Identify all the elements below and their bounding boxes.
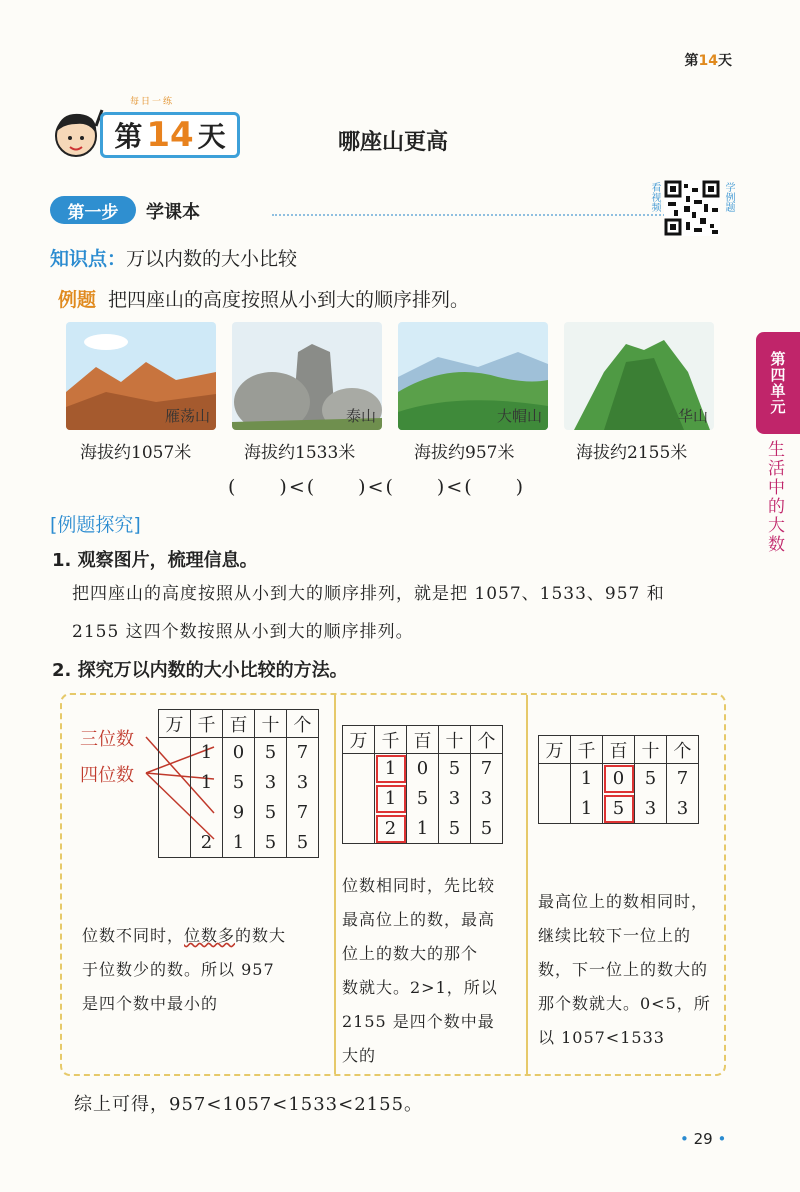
place-value-table-1 (158, 709, 319, 858)
cell: 3 (255, 768, 287, 798)
cell: 3 (439, 784, 471, 814)
cell: 5 (407, 784, 439, 814)
knowledge-point: 知识点：万以内数的大小比较 (50, 248, 298, 270)
qr-caption-left: 看视频 (649, 182, 660, 212)
step2-title: 2. 探究万以内数的大小比较的方法。 (52, 660, 348, 681)
cell (159, 828, 191, 858)
cell: 5 (287, 828, 319, 858)
cell: 5 (471, 814, 503, 844)
cell: 3 (667, 794, 699, 824)
altitude-label: 海拔约1533米 (244, 443, 356, 463)
cell: 5 (223, 768, 255, 798)
cell (539, 794, 571, 824)
cell (159, 738, 191, 768)
cell: 1 (571, 794, 603, 824)
place-value-table-2 (342, 725, 503, 844)
col-header: 个 (471, 726, 503, 754)
col-header: 百 (407, 726, 439, 754)
qr-caption-right: 学例题 (723, 182, 734, 212)
cell: 7 (287, 738, 319, 768)
cell: 5 (255, 828, 287, 858)
cell: 5 (635, 764, 667, 794)
note-2: 位数相同时，先比较 最高位上的数，最高 位上的数大的那个 数就大。2>1，所以 2155 是四个数中最 大的 (342, 876, 498, 1065)
answer-blanks[interactable]: ( )<( )<( )<( ) (228, 476, 526, 498)
cell: 0 (407, 754, 439, 784)
four-digit-label: 四位数 (80, 765, 134, 786)
cell: 9 (223, 798, 255, 828)
cell: 7 (287, 798, 319, 828)
three-digit-label: 三位数 (80, 729, 134, 750)
panel-divider (334, 695, 336, 1074)
step1-title: 1. 观察图片，梳理信息。 (52, 550, 258, 571)
col-header: 十 (439, 726, 471, 754)
qr-code-icon[interactable] (664, 180, 720, 236)
day-badge (50, 97, 240, 164)
summary-line: 综上可得，957<1057<1533<2155。 (74, 1094, 424, 1115)
cell (343, 784, 375, 814)
cell: 1 (571, 764, 603, 794)
col-header: 千 (571, 736, 603, 764)
lesson-title: 哪座山更高 (338, 130, 449, 155)
mountain-picture-yandang (66, 322, 216, 430)
cell (191, 798, 223, 828)
cell: 3 (287, 768, 319, 798)
mountain-picture-hua (564, 322, 714, 430)
divider (272, 214, 692, 216)
section-label: [例题探究] (50, 514, 141, 536)
cell: 3 (635, 794, 667, 824)
mountain-name: 华山 (677, 407, 708, 425)
cell: 5 (439, 754, 471, 784)
altitude-label: 海拔约2155米 (576, 443, 688, 463)
mountain-name: 泰山 (345, 407, 376, 425)
paragraph-line: 把四座山的高度按照从小到大的顺序排列，就是把 1057、1533、957 和 (72, 584, 665, 604)
cell (159, 768, 191, 798)
cell-highlighted: 0 (603, 764, 635, 794)
place-value-table-3 (538, 735, 699, 824)
note-1: 位数不同时，位数多的数大 于位数少的数。所以 957 是四个数中最小的 (82, 926, 287, 1013)
col-header: 个 (667, 736, 699, 764)
cell: 2 (191, 828, 223, 858)
unit-tab-title: 生活中的大数 (764, 440, 784, 554)
col-header: 千 (375, 726, 407, 754)
page-day-label: 第14天 (684, 53, 732, 69)
step-heading (50, 196, 732, 226)
example-prompt: 例题 把四座山的高度按照从小到大的顺序排列。 (58, 289, 470, 311)
mountain-name: 雁荡山 (164, 407, 210, 425)
cell-highlighted: 5 (603, 794, 635, 824)
cell: 1 (223, 828, 255, 858)
cell: 7 (667, 764, 699, 794)
cell (343, 814, 375, 844)
day-number-box: 第 14 天 (100, 112, 240, 158)
col-header: 万 (343, 726, 375, 754)
step-pill: 第一步 (50, 196, 136, 224)
note-3: 最高位上的数相同时， 继续比较下一位上的 数，下一位上的数大的 那个数就大。0<5，所 以 1057<1533 (538, 892, 711, 1047)
col-header: 千 (191, 710, 223, 738)
cell: 5 (255, 798, 287, 828)
altitude-label: 海拔约1057米 (80, 443, 192, 463)
mountain-picture-damao (398, 322, 548, 430)
col-header: 百 (223, 710, 255, 738)
col-header: 十 (635, 736, 667, 764)
step-text: 学课本 (146, 202, 200, 223)
cell: 1 (191, 768, 223, 798)
paragraph-line: 2155 这四个数按照从小到大的顺序排列。 (72, 622, 414, 642)
cell: 3 (471, 784, 503, 814)
cell (539, 764, 571, 794)
badge-slogan: 每日一练 (130, 97, 175, 107)
col-header: 万 (159, 710, 191, 738)
mountain-picture-tai (232, 322, 382, 430)
mountain-name: 大帽山 (496, 407, 542, 425)
page-number: • 29 • (680, 1130, 727, 1148)
col-header: 个 (287, 710, 319, 738)
cell (343, 754, 375, 784)
comparison-panel (60, 693, 726, 1076)
cell: 7 (471, 754, 503, 784)
cell: 1 (191, 738, 223, 768)
cell: 5 (439, 814, 471, 844)
unit-tab[interactable]: 第四单元 (756, 332, 800, 434)
cell: 0 (223, 738, 255, 768)
col-header: 十 (255, 710, 287, 738)
cell-highlighted: 1 (375, 784, 407, 814)
cartoon-boy-icon (50, 106, 106, 166)
cell-highlighted: 2 (375, 814, 407, 844)
cell-highlighted: 1 (375, 754, 407, 784)
col-header: 万 (539, 736, 571, 764)
cell: 5 (255, 738, 287, 768)
altitude-label: 海拔约957米 (414, 443, 515, 463)
col-header: 百 (603, 736, 635, 764)
panel-divider (526, 695, 528, 1074)
cell: 1 (407, 814, 439, 844)
cell (159, 798, 191, 828)
